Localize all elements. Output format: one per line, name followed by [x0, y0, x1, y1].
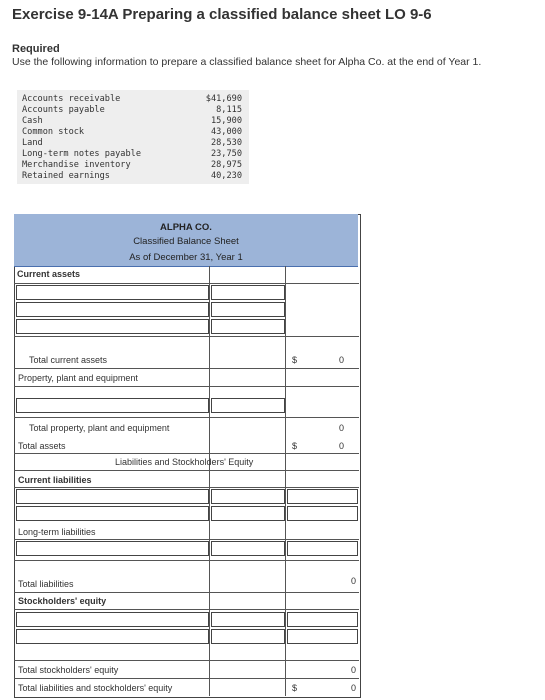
equity-account-input[interactable] [16, 612, 209, 627]
info-value: 28,530 [210, 138, 242, 148]
current-liability-total-input[interactable] [287, 506, 358, 521]
info-label: Retained earnings [22, 171, 110, 181]
ppe-heading: Property, plant and equipment [18, 373, 138, 383]
equity-total-input[interactable] [287, 612, 358, 627]
info-label: Long-term notes payable [22, 149, 141, 159]
statement-name: Classified Balance Sheet [133, 236, 239, 247]
info-row [22, 116, 247, 127]
current-asset-account-input[interactable] [16, 302, 209, 317]
info-label: Land [22, 138, 43, 148]
info-value: 28,975 [210, 160, 242, 170]
current-asset-account-input[interactable] [16, 285, 209, 300]
row-line [14, 470, 359, 471]
info-value: $41,690 [205, 94, 242, 104]
info-label: Merchandise inventory [22, 160, 131, 170]
stockholders-equity-heading: Stockholders' equity [18, 596, 107, 606]
info-row [22, 127, 247, 138]
equity-total-input[interactable] [287, 629, 358, 644]
info-label: Accounts receivable [22, 94, 121, 104]
info-row [22, 138, 247, 149]
info-label: Cash [22, 116, 43, 126]
statement-date: As of December 31, Year 1 [129, 252, 243, 263]
info-row [22, 105, 247, 116]
info-value: 40,230 [210, 171, 242, 181]
equity-amount-input[interactable] [211, 612, 285, 627]
info-value: 15,900 [210, 116, 242, 126]
current-asset-account-input[interactable] [16, 319, 209, 334]
row-line [14, 368, 359, 369]
total-liab-equity-label: Total liabilities and stockholders' equity [18, 683, 173, 693]
total-current-assets-value: 0 [338, 355, 344, 365]
row-line [14, 592, 359, 593]
info-value: 43,000 [210, 127, 242, 137]
total-equity-label: Total stockholders' equity [18, 665, 119, 675]
column-divider [209, 266, 210, 696]
instructions-text: Use the following information to prepare a classified balance sheet for Alpha Co. at the end of Year 1. [12, 56, 482, 68]
row-line [14, 386, 359, 387]
row-line [14, 283, 359, 284]
page-title: Exercise 9-14A Preparing a classified balance sheet LO 9-6 [12, 6, 432, 23]
row-line [14, 417, 359, 418]
dollar-sign: $ [292, 683, 298, 693]
equity-amount-input[interactable] [211, 629, 285, 644]
current-liability-amount-input[interactable] [211, 506, 285, 521]
info-row [22, 94, 247, 105]
row-line [14, 678, 359, 679]
company-name: ALPHA CO. [160, 222, 212, 233]
total-liabilities-label: Total liabilities [18, 579, 74, 589]
equity-account-input[interactable] [16, 629, 209, 644]
required-heading: Required [12, 43, 60, 55]
info-label: Accounts payable [22, 105, 105, 115]
row-line [14, 336, 359, 337]
current-liability-total-input[interactable] [287, 489, 358, 504]
dollar-sign: $ [292, 355, 298, 365]
current-liability-account-input[interactable] [16, 489, 209, 504]
account-info-table [17, 90, 249, 184]
long-term-liability-account-input[interactable] [16, 541, 209, 556]
current-asset-amount-input[interactable] [211, 319, 285, 334]
total-assets-label: Total assets [18, 441, 66, 451]
info-row [22, 149, 247, 160]
dollar-sign: $ [292, 441, 298, 451]
long-term-liability-total-input[interactable] [287, 541, 358, 556]
total-ppe-value: 0 [338, 423, 344, 433]
info-value: 23,750 [210, 149, 242, 159]
total-assets-value: 0 [338, 441, 344, 451]
row-line [14, 539, 359, 540]
balance-sheet-header [14, 214, 358, 267]
current-assets-heading: Current assets [17, 269, 81, 279]
info-label: Common stock [22, 127, 85, 137]
info-value: 8,115 [216, 105, 242, 115]
current-liabilities-heading: Current liabilities [18, 475, 92, 485]
current-asset-amount-input[interactable] [211, 285, 285, 300]
current-asset-amount-input[interactable] [211, 302, 285, 317]
info-row [22, 160, 247, 171]
info-row [22, 171, 247, 182]
row-line [14, 660, 359, 661]
total-current-assets-label: Total current assets [29, 355, 108, 365]
liab-equity-heading: Liabilities and Stockholders' Equity [115, 457, 254, 467]
total-ppe-label: Total property, plant and equipment [29, 423, 170, 433]
total-liab-equity-value: 0 [350, 683, 356, 693]
current-liability-account-input[interactable] [16, 506, 209, 521]
liabilities-subtotal-value: 0 [350, 576, 356, 586]
current-liability-amount-input[interactable] [211, 489, 285, 504]
row-line [14, 453, 359, 454]
row-line [14, 487, 359, 488]
total-equity-value: 0 [350, 665, 356, 675]
row-line [14, 609, 359, 610]
column-divider [285, 266, 286, 696]
ppe-amount-input[interactable] [211, 398, 285, 413]
ppe-account-input[interactable] [16, 398, 209, 413]
long-term-liabilities-heading: Long-term liabilities [18, 527, 96, 537]
row-line [14, 560, 359, 561]
long-term-liability-amount-input[interactable] [211, 541, 285, 556]
